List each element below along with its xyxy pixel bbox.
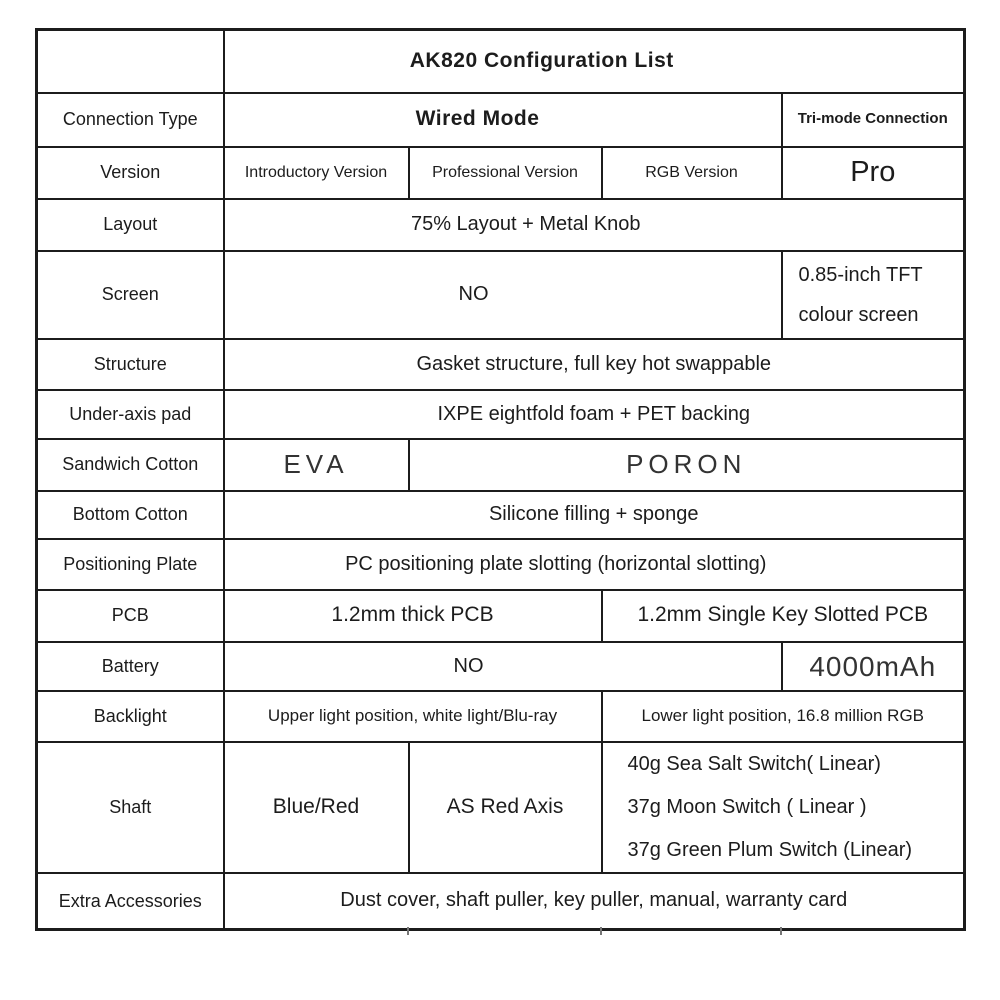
cell-version-introductory: Introductory Version xyxy=(224,147,409,199)
row-label-bottom-cotton: Bottom Cotton xyxy=(37,491,224,539)
cell-bottom-cotton-value: Silicone filling + sponge xyxy=(224,491,965,539)
row-label-connection-type: Connection Type xyxy=(37,93,224,147)
row-label-sandwich-cotton: Sandwich Cotton xyxy=(37,439,224,491)
row-label-positioning-plate: Positioning Plate xyxy=(37,539,224,590)
column-line-stub xyxy=(407,927,409,935)
row-label-shaft: Shaft xyxy=(37,742,224,873)
switch-line-sea-salt: 40g Sea Salt Switch( Linear) xyxy=(627,752,881,775)
spec-sheet xyxy=(35,28,963,931)
row-pcb xyxy=(37,590,965,642)
cell-tri-mode-header: Tri-mode Connection xyxy=(782,93,965,147)
row-label-structure: Structure xyxy=(37,339,224,390)
row-positioning-plate xyxy=(37,539,965,590)
row-label-screen: Screen xyxy=(37,251,224,339)
column-line-stub xyxy=(600,927,602,935)
screen-tft-line2: colour screen xyxy=(798,303,919,326)
row-label-pcb: PCB xyxy=(37,590,224,642)
cell-extra-accessories-value: Dust cover, shaft puller, key puller, manual, warranty card xyxy=(224,873,965,930)
cell-battery-tri-mode: 4000mAh xyxy=(782,642,965,691)
cell-backlight-wired: Upper light position, white light/Blu-ray xyxy=(224,691,602,742)
row-sandwich-cotton xyxy=(37,439,965,491)
cell-pcb-wired: 1.2mm thick PCB xyxy=(224,590,602,642)
cell-structure-value: Gasket structure, full key hot swappable xyxy=(224,339,965,390)
table-title: AK820 Configuration List xyxy=(224,30,965,93)
row-screen xyxy=(37,251,965,339)
row-label-extra-accessories: Extra Accessories xyxy=(37,873,224,930)
row-shaft xyxy=(37,742,965,873)
cell-shaft-professional: AS Red Axis xyxy=(409,742,602,873)
cell-version-rgb: RGB Version xyxy=(602,147,782,199)
cell-sandwich-poron: PORON xyxy=(409,439,965,491)
cell-version-pro: Pro xyxy=(782,147,965,199)
row-title xyxy=(37,30,965,93)
row-layout xyxy=(37,199,965,251)
row-battery xyxy=(37,642,965,691)
column-line-stub xyxy=(780,927,782,935)
cell-battery-wired: NO xyxy=(224,642,782,691)
row-backlight xyxy=(37,691,965,742)
row-label-version: Version xyxy=(37,147,224,199)
cell-layout-value: 75% Layout + Metal Knob xyxy=(224,199,965,251)
cell-positioning-plate-value: PC positioning plate slotting (horizontal slotting) xyxy=(224,539,965,590)
cell-wired-mode-header: Wired Mode xyxy=(224,93,782,147)
spec-table xyxy=(35,28,966,931)
row-under-axis-pad xyxy=(37,390,965,439)
row-label-layout: Layout xyxy=(37,199,224,251)
row-structure xyxy=(37,339,965,390)
row-connection-type xyxy=(37,93,965,147)
cell-screen-wired: NO xyxy=(224,251,782,339)
switch-line-green-plum: 37g Green Plum Switch (Linear) xyxy=(627,838,913,861)
cell-version-professional: Professional Version xyxy=(409,147,602,199)
switch-line-moon: 37g Moon Switch ( Linear ) xyxy=(627,795,867,818)
row-label-battery: Battery xyxy=(37,642,224,691)
cell-screen-tri-mode xyxy=(782,251,965,339)
row-extra-accessories xyxy=(37,873,965,930)
row-version xyxy=(37,147,965,199)
cell-shaft-tri-mode-switches xyxy=(602,742,965,873)
row-label-backlight: Backlight xyxy=(37,691,224,742)
cell-shaft-introductory: Blue/Red xyxy=(224,742,409,873)
cell-pcb-pro: 1.2mm Single Key Slotted PCB xyxy=(602,590,965,642)
cell-sandwich-eva: EVA xyxy=(224,439,409,491)
cell-backlight-tri-mode: Lower light position, 16.8 million RGB xyxy=(602,691,965,742)
row-label-under-axis-pad: Under-axis pad xyxy=(37,390,224,439)
screen-tft-line1: 0.85-inch TFT xyxy=(798,263,923,286)
title-row-empty-cell xyxy=(37,30,224,93)
cell-under-axis-pad-value: IXPE eightfold foam + PET backing xyxy=(224,390,965,439)
row-bottom-cotton xyxy=(37,491,965,539)
